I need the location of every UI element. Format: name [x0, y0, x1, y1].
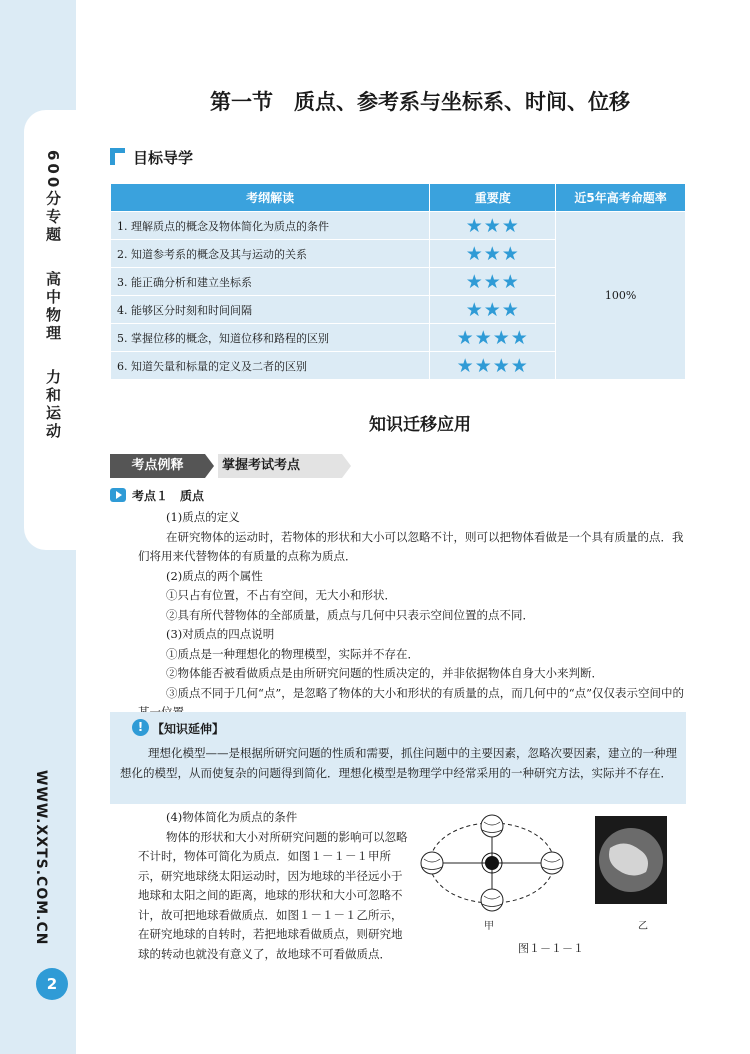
goals-heading-text: 目标导学	[133, 149, 194, 167]
col-header-rate: 近5年高考命题率	[556, 184, 686, 212]
star-rating: ★★★	[430, 296, 556, 324]
paragraph: 在研究物体的运动时，若物体的形状和大小可以忽略不计，则可以把物体看做是一个具有质量的点．我们将用来代替物体的有质量的点称为质点．	[138, 529, 684, 563]
earth-icon	[481, 815, 503, 837]
paragraph: ③质点不同于几何“点”，是忽略了物体的大小和形状的有质量的点，而几何中的“点”仅仅表示空间中的	[166, 685, 685, 700]
corner-mark-icon	[110, 148, 125, 165]
figure-label-a: 甲	[484, 921, 494, 932]
paragraph: ①质点是一种理想化的物理模型，实际并不存在．	[166, 646, 419, 661]
star-rating: ★★★	[430, 240, 556, 268]
earth-icon	[421, 852, 443, 874]
star-rating: ★★★★	[430, 324, 556, 352]
tag-master: 掌握考试考点	[218, 454, 342, 478]
star-rating: ★★★	[430, 212, 556, 240]
tag-arrow-icon	[205, 454, 214, 478]
info-icon: !	[132, 719, 149, 736]
goals-heading	[110, 147, 193, 168]
extension-title: 【知识延伸】	[152, 722, 225, 736]
goals-table	[110, 183, 686, 380]
star-rating: ★★★	[430, 268, 556, 296]
point-title	[110, 487, 204, 504]
page-number: 2	[36, 968, 68, 1000]
earth-icon	[481, 889, 503, 911]
paragraph: (4)物体简化为质点的条件	[166, 810, 298, 824]
paragraph: ①只占有位置，不占有空间，无大小和形状．	[166, 588, 396, 602]
section-heading: 知识迁移应用	[369, 415, 471, 435]
series-label: 600分专题	[44, 150, 62, 245]
paragraph: (2)质点的两个属性	[166, 568, 263, 583]
outline-item: 2. 知道参考系的概念及其与运动的关系	[111, 240, 430, 268]
paragraph: 物体的形状和大小对所研究问题的影响可以忽略不计时，物体可简化为质点．如图１－１－１甲所示，研究地球绕太阳运动时，因为地球的半径远小于地球和太阳之间的距离，地球的形状和大小可忽略不计，故可把地球看做质点．如图１－１－１乙所示，在研究地球的自转时，若把地球看做质点，则研究地球的转动也就没有意义了，故地球不可看做质点．	[138, 829, 408, 961]
play-icon	[110, 488, 126, 502]
page-title: 第一节 质点、参考系与坐标系、时间、位移	[210, 89, 630, 114]
subject-label: 高中物理	[44, 270, 62, 343]
topic-label: 力和运动	[44, 368, 62, 441]
figure-label-b: 乙	[638, 921, 648, 932]
col-header-outline: 考纲解读	[111, 184, 430, 212]
body-text	[138, 508, 686, 723]
exam-rate: 100%	[556, 212, 686, 380]
paragraph: (3)对质点的四点说明	[166, 627, 275, 641]
col-header-importance: 重要度	[430, 184, 556, 212]
website-url: WWW.XXTS.COM.CN	[33, 770, 49, 946]
table-row	[111, 212, 686, 240]
sun-icon	[485, 856, 499, 870]
sidebar-book-info	[34, 150, 64, 459]
point-title-text: 考点１ 质点	[132, 489, 205, 503]
tag-arrow-icon	[342, 454, 351, 478]
outline-item: 6. 知道矢量和标量的定义及二者的区别	[111, 352, 430, 380]
paragraph: ②物体能否被看做质点是由所研究问题的性质决定的，并非依据物体自身大小来判断．	[166, 666, 603, 680]
body-text-2	[138, 808, 410, 964]
table-header-row	[111, 184, 686, 212]
outline-item: 5. 掌握位移的概念，知道位移和路程的区别	[111, 324, 430, 352]
outline-item: 3. 能正确分析和建立坐标系	[111, 268, 430, 296]
tag-examples: 考点例释	[110, 454, 205, 478]
star-rating: ★★★★	[430, 352, 556, 380]
outline-item: 1. 理解质点的概念及物体简化为质点的条件	[111, 212, 430, 240]
figure-caption: 图１－１－１	[518, 942, 584, 955]
earth-icon	[541, 852, 563, 874]
paragraph: (1)质点的定义	[166, 510, 240, 524]
extension-text-block	[120, 744, 680, 783]
paragraph: ②具有所代替物体的全部质量，质点与几何中只表示空间位置的点不同．	[166, 607, 534, 622]
earth-sun-figure	[420, 808, 680, 918]
extension-text: 理想化模型——是根据所研究问题的性质和需要，抓住问题中的主要因素，忽略次要因素，建立的一种理想化的模型，从而使复杂的问题得到简化．理想化模型是物理学中经常采用的一种研究方法，实际并不存在．	[120, 746, 677, 780]
outline-item: 4. 能够区分时刻和时间间隔	[111, 296, 430, 324]
